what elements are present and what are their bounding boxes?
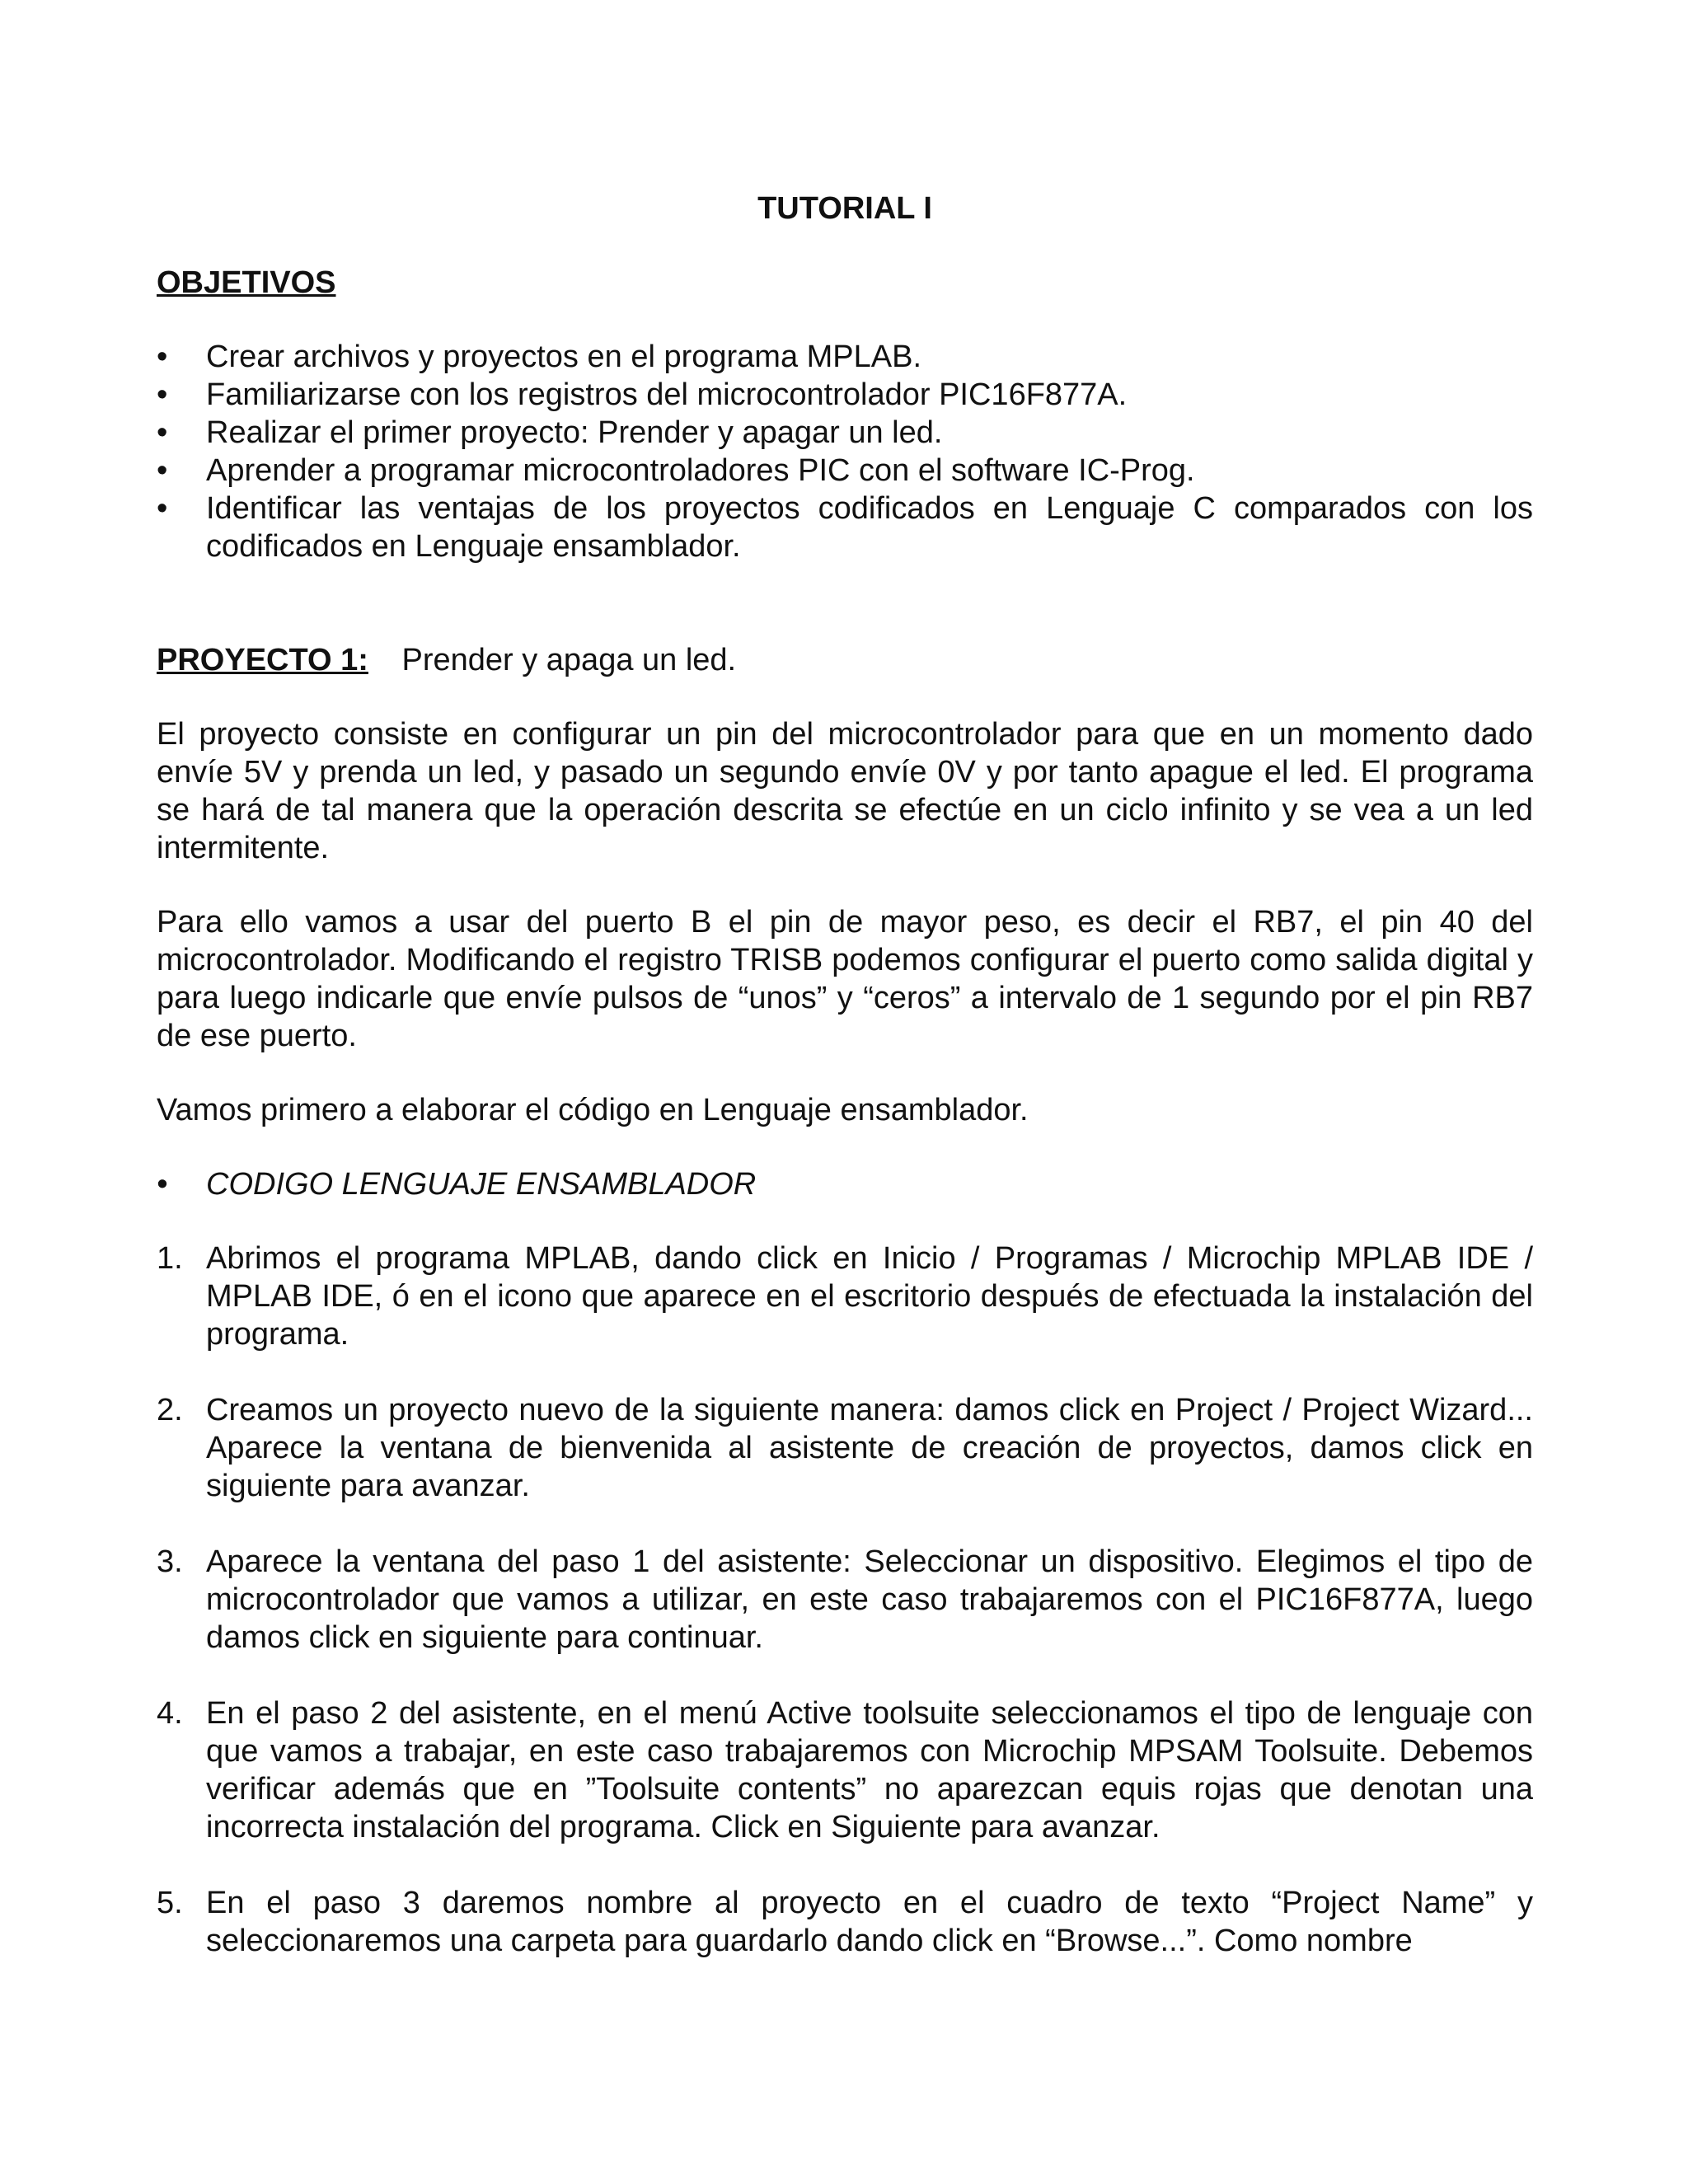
step-number: 5. (157, 1886, 183, 1920)
project-paragraph: El proyecto consiste en configurar un pin del microcontrolador para que en un momento dado envíe 5V y prenda un led, y pasado un segundo envíe 0V y por tanto apague el led. El programa se hará de tal manera que la operación descrita se efectúe en un ciclo infinito y se vea a un led intermitente. (157, 717, 1533, 865)
project-paragraph: Para ello vamos a usar del puerto B el pin de mayor peso, es decir el RB7, el pin 40 del microcontrolador. Modificando el registro TRISB podemos configurar el puerto como salida digital y para luego indicarle que envíe pulsos de “unos” y “ceros” a intervalo de 1 segundo por el pin RB7 de ese puerto. (157, 905, 1533, 1053)
objective-item: • Realizar el primer proyecto: Prender y apagar un led. (157, 414, 1533, 452)
project-paragraph: Vamos primero a elaborar el código en Lenguaje ensamblador. (157, 1093, 1029, 1127)
code-subheading: • CODIGO LENGUAJE ENSAMBLADOR (157, 1165, 1533, 1203)
step-item (157, 1694, 1533, 1846)
objectives-heading: OBJETIVOS (157, 265, 336, 300)
step-item (157, 1884, 1533, 1960)
step-number: 3. (157, 1544, 183, 1579)
document-page (157, 190, 1533, 1998)
objectives-list (157, 338, 1533, 565)
steps-list (157, 1240, 1533, 1960)
step-text: En el paso 2 del asistente, en el menú Active toolsuite seleccionamos el tipo de lenguaje con que vamos a trabajar, en este caso trabajaremos con Microchip MPSAM Toolsuite. Debemos verificar además que en ”Toolsuite contents” no aparezcan equis rojas que denotan una incorrecta instalación del programa. Click en Siguiente para avanzar. (206, 1696, 1533, 1844)
step-number: 1. (157, 1241, 183, 1276)
step-number: 4. (157, 1696, 183, 1731)
objective-item: • Identificar las ventajas de los proyectos codificados en Lenguaje C comparados con los codificados en Lenguaje ensamblador. (157, 490, 1533, 565)
step-text: Creamos un proyecto nuevo de la siguiente manera: damos click en Project / Project Wizard... Aparece la ventana de bienvenida al asistente de creación de proyectos, damos click en siguiente para avanzar. (206, 1393, 1533, 1503)
step-item (157, 1240, 1533, 1353)
step-text: Abrimos el programa MPLAB, dando click en Inicio / Programas / Microchip MPLAB IDE / MPLAB IDE, ó en el icono que aparece en el escritorio después de efectuada la instalación del programa. (206, 1241, 1533, 1352)
objective-item: • Familiarizarse con los registros del microcontrolador PIC16F877A. (157, 376, 1533, 414)
step-text: Aparece la ventana del paso 1 del asistente: Seleccionar un dispositivo. Elegimos el tipo de microcontrolador que vamos a utilizar, en este caso trabajaremos con el PIC16F877A, luego damos click en siguiente para continuar. (206, 1544, 1533, 1655)
objective-item: • Crear archivos y proyectos en el programa MPLAB. (157, 338, 1533, 376)
step-text: En el paso 3 daremos nombre al proyecto en el cuadro de texto “Project Name” y seleccionaremos una carpeta para guardarlo dando click en “Browse...”. Como nombre (206, 1886, 1533, 1958)
step-number: 2. (157, 1393, 183, 1427)
objective-item: • Aprender a programar microcontroladores PIC con el software IC-Prog. (157, 452, 1533, 490)
document-title: TUTORIAL I (757, 191, 932, 226)
project-title: Prender y apaga un led. (401, 643, 737, 677)
step-item (157, 1543, 1533, 1657)
project-label: PROYECTO 1: (157, 643, 368, 677)
project-heading (157, 641, 1533, 679)
step-item (157, 1391, 1533, 1505)
